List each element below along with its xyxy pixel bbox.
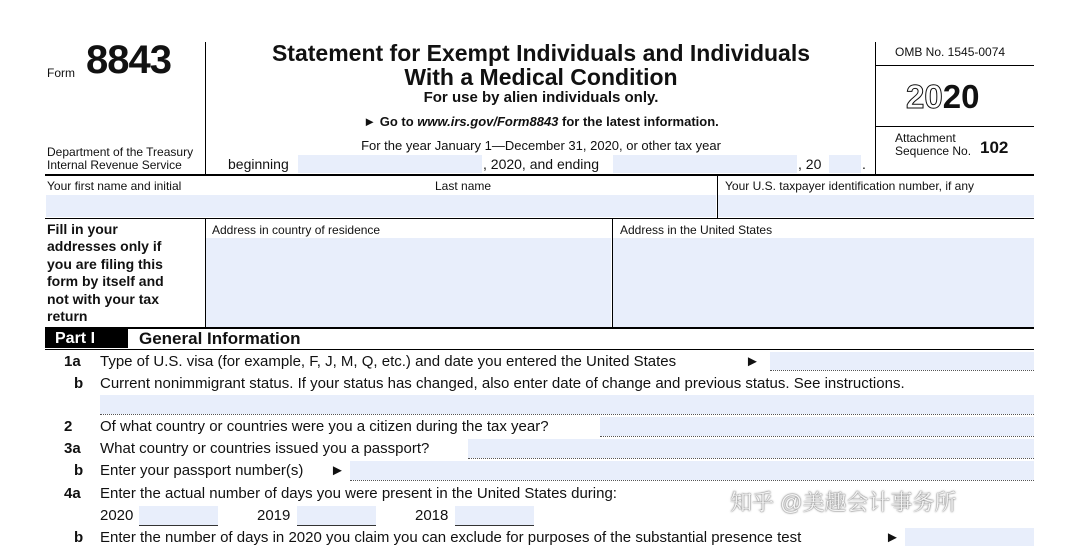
- year-2019-label: 2019: [257, 507, 291, 524]
- line-1b-leader: [100, 414, 1034, 415]
- name-field[interactable]: [46, 195, 716, 217]
- instruction-line: form by itself and: [47, 273, 164, 290]
- tin-label: Your U.S. taxpayer identification number, if any: [725, 179, 975, 193]
- ending-label: , 2020, and ending: [483, 156, 599, 172]
- period-label: .: [862, 156, 866, 172]
- form-subtitle: For use by alien individuals only.: [423, 89, 659, 106]
- line-3a-leader: [468, 458, 1034, 459]
- line-2-number: 2: [64, 418, 73, 435]
- days-2018-field[interactable]: [455, 506, 534, 525]
- line-3b-field[interactable]: [350, 461, 1034, 480]
- line-2-field[interactable]: [600, 417, 1034, 436]
- department-label: Department of the Treasury: [47, 145, 194, 159]
- residence-address-label: Address in country of residence: [212, 223, 381, 237]
- header-bottom-rule: [45, 174, 1034, 176]
- tax-year-text: For the year January 1—December 31, 2020, or other tax year: [361, 138, 721, 153]
- line-4b-text: Enter the number of days in 2020 you claim you can exclude for purposes of the substantial presence test: [100, 529, 802, 546]
- part1-bottom-rule: [45, 349, 1034, 350]
- line-1b-number: b: [74, 375, 84, 392]
- form-title-line1: Statement for Exempt Individuals and Individuals: [271, 40, 811, 66]
- tax-year-end-yy-field[interactable]: [829, 155, 861, 173]
- form-number: 8843: [86, 38, 171, 82]
- first-name-label: Your first name and initial: [47, 179, 182, 193]
- form-title-line2: With a Medical Condition: [404, 64, 678, 90]
- tax-year-display: [906, 78, 979, 116]
- tax-year-ending-field[interactable]: [613, 155, 797, 173]
- line-1b-field[interactable]: [100, 395, 1034, 414]
- line-4b-field[interactable]: [905, 528, 1034, 546]
- header-right-divider: [875, 42, 876, 174]
- year-2020-label: 2020: [100, 507, 134, 524]
- sequence-label: Sequence No.: [895, 144, 972, 158]
- arrow-right-icon: ►: [745, 353, 760, 370]
- year-divider: [876, 126, 1034, 127]
- year-outline: 20: [906, 78, 943, 115]
- tax-year-beginning-field[interactable]: [298, 155, 482, 173]
- line-1a-field[interactable]: [770, 352, 1034, 370]
- address-instruction: [47, 221, 164, 325]
- attachment-label: Attachment: [895, 131, 956, 145]
- year-2018-label: 2018: [415, 507, 449, 524]
- goto-instruction: [206, 114, 876, 129]
- watermark: 知乎 @美趣会计事务所: [730, 490, 957, 515]
- residence-address-field[interactable]: [206, 238, 611, 327]
- part1-title: General Information: [139, 329, 301, 348]
- arrow-right-icon: ►: [330, 462, 345, 479]
- arrow-right-icon: ►: [363, 114, 377, 129]
- us-address-field[interactable]: [613, 238, 1034, 327]
- instruction-line: return: [47, 308, 88, 325]
- arrow-right-icon: ►: [885, 529, 900, 546]
- name-row-bottom-rule: [45, 218, 1034, 219]
- instruction-line: not with your tax: [47, 290, 159, 307]
- goto-prefix: Go to: [379, 114, 414, 129]
- line-4b-number: b: [74, 529, 84, 546]
- line-4a-text: Enter the actual number of days you were present in the United States during:: [100, 485, 617, 502]
- irs-link[interactable]: www.irs.gov/Form8843: [417, 114, 559, 129]
- omb-number: OMB No. 1545-0074: [895, 45, 1006, 59]
- form-label: Form: [47, 66, 75, 80]
- line-3b-number: b: [74, 462, 84, 479]
- line-1a-text: Type of U.S. visa (for example, F, J, M, Q, etc.) and date you entered the United States: [100, 353, 677, 370]
- line-1b-text: Current nonimmigrant status. If your status has changed, also enter date of change and previous status. See instructions.: [100, 375, 905, 392]
- year-prefix-label: , 20: [798, 156, 822, 172]
- line-1a-leader: [770, 370, 1034, 371]
- line-4a-number: 4a: [64, 485, 81, 502]
- instruction-line: you are filing this: [47, 255, 163, 272]
- line-3a-number: 3a: [64, 440, 81, 457]
- days-2020-field[interactable]: [139, 506, 218, 525]
- us-address-label: Address in the United States: [620, 223, 773, 237]
- line-3b-leader: [350, 480, 1034, 481]
- line-1a-number: 1a: [64, 353, 81, 370]
- last-name-label: Last name: [435, 179, 492, 193]
- instruction-line: addresses only if: [47, 238, 162, 255]
- instruction-line: Fill in your: [47, 221, 118, 237]
- days-2019-underline: [297, 525, 376, 526]
- sequence-number: 102: [980, 138, 1009, 157]
- line-3a-text: What country or countries issued you a passport?: [100, 440, 430, 457]
- tin-field[interactable]: [718, 195, 1034, 217]
- line-3a-field[interactable]: [468, 439, 1034, 458]
- part1-tag: Part I: [45, 329, 128, 348]
- year-bold: 20: [942, 78, 980, 115]
- days-2019-field[interactable]: [297, 506, 376, 525]
- line-2-text: Of what country or countries were you a citizen during the tax year?: [100, 418, 549, 435]
- omb-divider: [876, 65, 1034, 66]
- goto-suffix: for the latest information.: [562, 114, 719, 129]
- days-2018-underline: [455, 525, 534, 526]
- agency-label: Internal Revenue Service: [47, 158, 182, 172]
- line-3b-text: Enter your passport number(s): [100, 462, 304, 479]
- beginning-label: beginning: [228, 156, 289, 172]
- line-2-leader: [600, 436, 1034, 437]
- days-2020-underline: [139, 525, 218, 526]
